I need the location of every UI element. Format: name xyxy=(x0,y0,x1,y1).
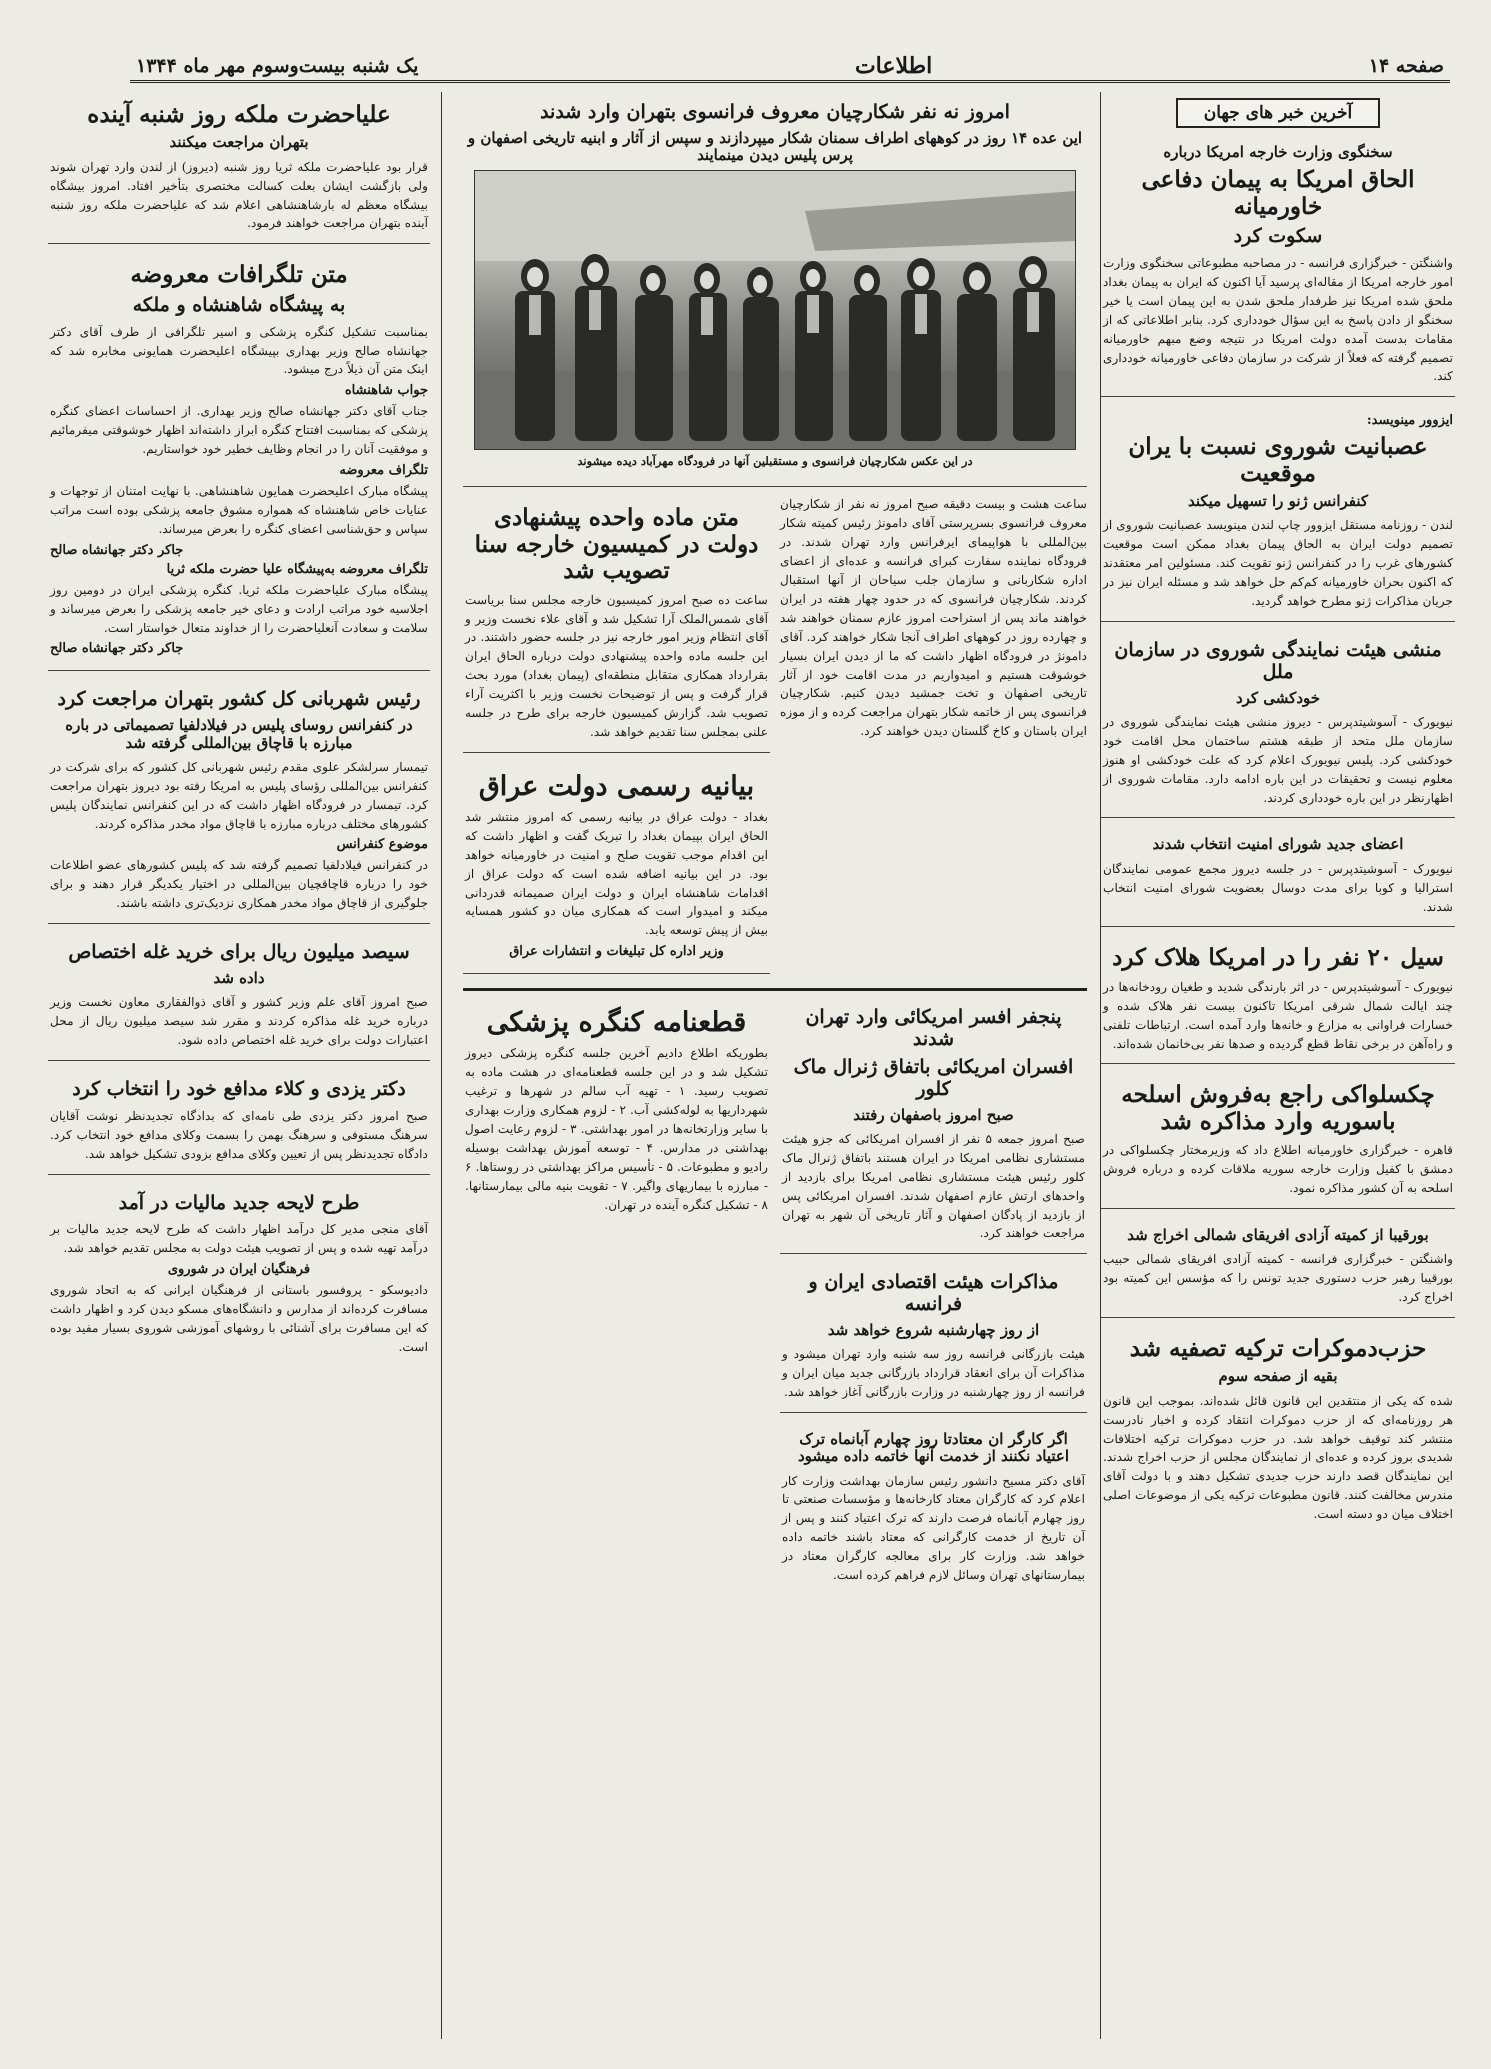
article-headline: دکتر یزدی و کلاء مدافع خود را انتخاب کرد xyxy=(72,1077,406,1100)
article-subhead: این عده ۱۴ روز در کوههای اطراف سمنان شکار میپردازند و سپس از آثار و ابنیه تاریخی اصفهان و پرس پلیس دیدن مینمایند xyxy=(467,128,1083,165)
article-subhead-2: صبح امروز باصفهان رفتند xyxy=(853,1105,1014,1124)
article-flood xyxy=(1101,935,1455,1064)
article-security-council xyxy=(1101,826,1455,927)
section-subhead: جواب شاهنشاه xyxy=(344,383,428,399)
header-date: یک شنبه بیست‌وسوم مهر ماه ۱۳۴۴ xyxy=(136,55,419,77)
right-column xyxy=(1101,92,1455,2039)
article-headline: اعضای جدید شورای امنیت انتخاب شدند xyxy=(1152,835,1404,854)
article-headline: حزب‌دموکرات ترکیه تصفیه شد xyxy=(1129,1335,1427,1363)
section-subhead: موضوع کنفرانس xyxy=(336,837,428,853)
article-headline: قطعنامه کنگره پزشکی xyxy=(486,1007,747,1039)
middle-column xyxy=(463,92,1087,2039)
article-body: هیئت بازرگانی فرانسه روز سه شنبه وارد تهران میشود و مذاکرات آن برای انعقاد قرارداد بازرگانی جدید میان ایران و فرانسه از روز چهارشنبه در وزارت بازرگانی آغاز خواهد شد. xyxy=(782,1347,1085,1400)
article-headline: پنجفر افسر امریکائی وارد تهران شدند xyxy=(805,1006,1062,1051)
article-subhead: داده شد xyxy=(213,969,265,987)
article-body: بغداد - دولت عراق در بیانیه رسمی که امروز منتشر شد الحاق ایران بپیمان بغداد را تبریک گفت و اظهار داشت که این اقدام موجب تقویت صلح و امنیت در خاورمیانه خواهد بود. در این بیانیه اضافه شده است که دولت عراق از اقدامات شاهنشاه ایران و دولت ایران صمیمانه قدردانی میکند و امیدوار است که همکاری میان دو کشور همسایه بیش از پیش توسعه یابد. xyxy=(465,809,768,938)
article-headline: علیاحضرت ملکه روز شنبه آینده xyxy=(87,101,391,128)
article-body: آقای دکتر مسیح دانشور رئیس سازمان بهداشت وزارت کار اعلام کرد که کارگران معتاد کارخانه‌ها و مؤسسات صنعتی تا روز چهارم آبانماه فرصت دارند که ترک اعتیاد کنند و پس از آن تاریخ از خدمت کارگرانی که معتاد باشند خاتمه داده خواهد شد. وزارت کار برای معالجه کارگران معتاد در بیمارستانهای تهران وسائل لازم فراهم کرده است. xyxy=(782,1473,1085,1583)
section-body: پیشگاه مبارک اعلیحضرت همایون شاهنشاهی. با نهایت امتنان از توجهات و عنایات خاص شاهنشاه که همواره مشوق جامعه پزشکی بوده است مراتب سپاس و حق‌شناسی اعضای کنگره را بعرض میرساند. xyxy=(50,484,428,536)
article-medical-congress xyxy=(463,997,770,1224)
article-headline: متن تلگرافات معروضه xyxy=(130,261,348,289)
section-subhead: فرهنگیان ایران در شوروی xyxy=(167,1262,311,1278)
article-body: نیویورک - آسوشیتدپرس - در اثر بارندگی شدید و طغیان رودخانه‌ها در چند ایالت شمال شرقی امریکا تاکنون بیست نفر هلاک شده و خسارات فراوانی به مزارع و خانه‌ها وارد آمده است. ارتباطات تلفنی و راه‌آهن در برخی نقاط قطع گردیده و صدها نفر بی‌خانمان شده‌اند. xyxy=(1103,979,1453,1051)
article-headline: چکسلواکی راجع به‌فروش اسلحه باسوریه وارد مذاکره شد xyxy=(1121,1081,1435,1135)
left-column xyxy=(48,92,430,2039)
article-french-hunters xyxy=(463,92,1087,487)
section-rule xyxy=(463,988,1087,991)
photo-illustration xyxy=(475,171,1075,449)
article-subhead: از روز چهارشنبه شروع خواهد شد xyxy=(827,1321,1040,1340)
page-number: صفحه ۱۴ xyxy=(1368,55,1444,77)
article-headline: عصبانیت شوروی نسبت با یران موقعیت xyxy=(1128,433,1428,487)
article-headline: بورقیبا از کمیته آزادی افریقای شمالی اخراج شد xyxy=(1127,1226,1429,1245)
signature: جاکر دکتر جهانشاه صالح xyxy=(50,542,184,558)
article-headline: رئیس شهربانی کل کشور بتهران مراجعت کرد xyxy=(57,688,421,711)
section-subhead: تلگراف معروضه xyxy=(339,463,428,479)
article-body: نیویورک - آسوشیتدپرس - دیروز منشی هیئت نمایندگی شوروی در سازمان ملل متحد از طبقه هشتم ساختمان محل اقامت خود خودکشی کرد. پلیس نیویورک اعلام کرد که علت خودکشی او هنوز معلوم نیست و تحقیقات در این باره ادامه دارد. مقامات شوروی از اظهارنظر در این باره خودداری کردند. xyxy=(1103,714,1453,805)
section-body: جناب آقای دکتر جهانشاه صالح وزیر بهداری. از احساسات اعضای کنگره پزشکی که بمناسبت افتتاح کنگره ابراز داشته‌اند اظهار خوشوقتی میفرمائیم و موفقیت آنان را در انجام وظایف خطیر خود خواستاریم. xyxy=(50,404,428,457)
article-grain-budget xyxy=(48,932,430,1061)
article-headline: طرح لایحه جدید مالیات در آمد xyxy=(118,1191,360,1214)
article-headline: امروز نه نفر شکارچیان معروف فرانسوی بتهران وارد شدند xyxy=(540,101,1010,123)
article-body: قرار بود علیاحضرت ملکه ثریا روز شنبه (دیروز) از لندن وارد تهران شوند ولی بازگشت ایشان بعلت کسالت مختصری بتأخیر افتاد. امروز بیشگاه بیشگاه معظم له بارشاهنشاهی اعلام شد که علیاحضرت ملکه روز شنبه آینده بتهران مراجعت خواهند فرمود. xyxy=(50,159,428,231)
article-turkey-democrats xyxy=(1101,1326,1455,1534)
article-headline: متن ماده واحده پیشنهادی دولت در کمیسیون خارجه سنا تصویب شد xyxy=(474,504,759,585)
article-body: صبح امروز آقای علم وزیر کشور و آقای ذوالفقاری معاون نخست وزیر درباره خرید غله مذاکره کردند و مقرر شد سیصد میلیون ریال از محل اعتبارات دولت برای خرید غله اختصاص داده شود. xyxy=(50,995,428,1048)
article-body: قاهره - خبرگزاری خاورمیانه اطلاع داد که وزیرمختار چکسلواکی در دمشق با کفیل وزارت خارجه سوریه ملاقات کرده و درباره فروش اسلحه به آن کشور مذاکره نمود. xyxy=(1103,1143,1453,1196)
middle-lower-split xyxy=(463,997,1087,1603)
article-subhead: افسران امریکائی باتفاق ژنرال ماک کلور xyxy=(793,1055,1074,1100)
article-dr-yazdi xyxy=(48,1069,430,1175)
article-senate-commission xyxy=(463,495,770,753)
article-headline: منشی هیئت نمایندگی شوروی در سازمان ملل xyxy=(1114,638,1442,683)
article-czech-arms xyxy=(1101,1072,1455,1209)
masthead: اطلاعات xyxy=(854,53,933,79)
section-box-title: آخرین خبر های جهان xyxy=(1176,98,1380,128)
article-headline: الحاق امریکا به پیمان دفاعی خاورمیانه xyxy=(1141,166,1415,220)
article-subhead: در کنفرانس روسای پلیس در فیلادلفیا تصمیماتی در باره مبارزه با قاچاق بین‌المللی گرفته شد xyxy=(65,716,413,752)
article-american-officers xyxy=(780,997,1087,1254)
article-subhead: بتهران مراجعت میکنند xyxy=(169,133,309,152)
section-subhead: تلگراف معروضه به‌پیشگاه علیا حضرت ملکه ثریا xyxy=(166,561,428,577)
article-telegrams xyxy=(48,252,430,671)
article-body: واشنگتن - خبرگزاری فرانسه - در مصاحبه مطبوعاتی سخنگوی وزارت امور خارجه امریکا از مقاله‌ای پرسید آیا اکنون که ایران به پیمان بغداد ملحق شده امریکا نیز طرفدار ملحق شدن به این پیمان است یا خیر سخنگو از دادن پاسخ به این سؤال خودداری کرد. بنابر اطلاعاتی که از مقامات بدست آمده دولت امریکا در نتیجه وضع مبهم خاورمیانه تصمیم گرفته که فعلاً از شرکت در سازمان دفاعی خاورمیانه خودداری کند. xyxy=(1103,255,1453,384)
middle-subcol-left xyxy=(463,495,770,982)
article-subhead: به پیشگاه شاهنشاه و ملکه xyxy=(132,293,346,316)
column-rule xyxy=(441,92,442,2039)
section-body: دادیوسکو - پروفسور باستانی از فرهنگیان ایرانی که به اتحاد شوروی مسافرت کرده‌اند از مدارس و دانشگاه‌های مسکو دیدن کرد و اظهار داشت که این مسافرت برای آشنائی با روشهای آموزشی شوروی بسیار مفید بوده است. xyxy=(50,1283,428,1354)
article-headline: بیانیه رسمی دولت عراق xyxy=(478,770,755,802)
article-soviet-anger xyxy=(1101,405,1455,622)
article-headline: سیصد میلیون ریال برای خرید غله اختصاص xyxy=(68,941,410,964)
section-body: پیشگاه مبارک علیاحضرت ملکه ثریا. کنگره پزشکی ایران در دومین روز اجلاسیه خود مراتب ارادت و دعای خیر جامعه پزشکی را بعرض میرساند و سلامت و سعادت آنعلیاحضرت را از خداوند متعال خواستار است. xyxy=(50,582,428,635)
middle-upper-split xyxy=(463,495,1087,982)
photo-caption: در این عکس شکارچیان فرانسوی و مستقبلین آنها در فرودگاه مهرآباد دیده میشوند xyxy=(577,454,973,469)
article-iraq-statement xyxy=(463,761,770,974)
article-body: آقای منجی مدیر کل درآمد اظهار داشت که طرح لایحه جدید مالیات بر درآمد تهیه شده و پس از تصویب هیئت دولت به مجلس تقدیم خواهد شد. xyxy=(50,1222,428,1256)
article-subhead: سکوت کرد xyxy=(1233,225,1323,248)
article-body: صبح امروز جمعه ۵ نفر از افسران امریکائی که جزو هیئت مستشاری نظامی امریکا در ایران هستند باتفاق ژنرال ماک کلور رئیس هیئت مستشاری نظامی امریکا برای بازدید از واحدهای ارتش عازم اصفهان شدند. افسران امریکائی پس از بازدید از پادگان اصفهان و آثار تاریخی آن شهر به تهران مراجعت خواهند کرد. xyxy=(782,1131,1086,1241)
section-body: در کنفرانس فیلادلفیا تصمیم گرفته شد که پلیس کشورهای عضو اطلاعات خود را درباره قاچاقچیان بین‌المللی در اختیار یکدیگر قرار دهند و برای جلوگیری از قاچاق مواد مخدر همکاری نزدیک‌تری داشته باشند. xyxy=(50,858,428,911)
article-iran-france-econ xyxy=(780,1262,1087,1413)
middle-lower-right xyxy=(780,997,1087,1603)
article-baghdad-pact xyxy=(1101,134,1455,397)
article-body: تیمسار سرلشکر علوی مقدم رئیس شهربانی کل کشور که برای شرکت در کنفرانس بین‌المللی رؤسای پلیس به امریکا رفته بود دیروز بتهران مراجعت کرد. تیمسار در فرودگاه اظهار داشت که در این کنفرانس نمایندگان پلیس کشورهای مختلف درباره مبارزه با قاچاق مواد مخدر مذاکره کردند. xyxy=(50,759,428,831)
article-body: ساعت ده صبح امروز کمیسیون خارجه مجلس سنا بریاست آقای شمس‌الملک آرا تشکیل شد و آقای علاء نخست وزیر و آقای انتظام وزیر امور خارجه نیز در جلسه حضور داشتند. در این جلسه ماده واحده پیشنهادی دولت درباره الحاق ایران بقرارداد همکاری متقابل منطقه‌ای (پیمان بغداد) مورد بحث قرار گرفت و پس از توضیحات نخست وزیر با اکثریت آراء تصویب شد. گزارش کمیسیون خارجه برای طرح در جلسه علنی بمجلس سنا تقدیم خواهد شد. xyxy=(465,592,768,739)
middle-subcol-right xyxy=(780,495,1087,982)
article-police-chief xyxy=(48,679,430,924)
page-header xyxy=(130,52,1450,83)
article-body: واشنگتن - خبرگزاری فرانسه - کمیته آزادی افریقای شمالی حبیب بورقیبا رهبر حزب دستوری جدید تونس را که مؤسس این کمیته بود اخراج کرد. xyxy=(1103,1252,1453,1305)
article-body: شده که یکی از منتقدین این قانون قائل شده‌اند. بموجب این قانون هر روزنامه‌ای که از حزب دموکرات انتقاد کرده و اخبار نادرست منتشر کند توقیف خواهد شد. در حزب دموکرات ترکیه اختلافات شدیدی بروز کرده و عده‌ای از نمایندگان مجلس از حزب اخراج شدند. این نمایندگان قصد دارند حزب جدیدی تشکیل دهند و با دولت آقای مندرس مخالفت کنند. قانون مطبوعات ترکیه یکی از موضوعات اصلی اختلاف میان دو دسته است. xyxy=(1103,1393,1453,1522)
article-income-tax xyxy=(48,1183,430,1367)
article-body: بطوریکه اطلاع دادیم آخرین جلسه کنگره پزشکی دیروز تشکیل شد و در این جلسه قطعنامه‌ای در هشت ماده به تصویب رسید. ۱ - تهیه آب سالم در شهرها و ترغیب شهرداریها به لوله‌کشی آب. ۲ - لزوم همکاری وزارت بهداری با سایر وزارتخانه‌ها در امور بهداشتی. ۳ - لزوم رعایت اصول بهداشتی در مدارس. ۴ - توسعه آموزش بهداشت بوسیله رادیو و مطبوعات. ۵ - تأسیس مراکز بهداشتی در روستاها. ۶ - مبارزه با بیماریهای واگیر. ۷ - تقویت بنیه مالی بیمارستانها. ۸ - تشکیل کنگره آینده در تهران. xyxy=(465,1046,768,1212)
article-subhead: کنفرانس ژنو را تسهیل میکند xyxy=(1187,492,1369,511)
signature: جاکر دکتر جهانشاه صالح xyxy=(50,641,184,657)
article-body: نیویورک - آسوشیتدپرس - در جلسه دیروز مجمع عمومی نمایندگان استرالیا و کوبا برای مدت دوسال بعضویت شورای امنیت انتخاب شدند. xyxy=(1103,861,1453,914)
article-headline: اگر کارگر ان معتادتا روز چهارم آبانماه ترک اعتیاد نکنند از خدمت آنها خاتمه داده میشود xyxy=(798,1430,1069,1466)
article-body: لندن - روزنامه مستقل ایزوور چاپ لندن مینویسد عصبانیت شوروی از تصمیم دولت ایران به الحاق پیمان بغداد ممکن است موقعیت کشورهای غرب را در کنفرانس ژنو تقویت کند. مسئولین امر معتقدند که اکنون بحران خاورمیانه کم‌کم حل خواهد شد و مسئله ایران نیز در جریان مذاکرات ژنو مطرح خواهد گردید. xyxy=(1103,518,1453,609)
article-soviet-secretary xyxy=(1101,630,1455,818)
hunters-body: ساعت هشت و بیست دقیقه صبح امروز نه نفر از شکارچیان معروف فرانسوی بسرپرستی آقای دامونژ رئیس کمیته شکار بین‌المللی با هواپیمای ایرفرانس وارد تهران شدند. در فرودگاه نماینده سفارت کبرای فرانسه و عده‌ای از اعضای اداره شکاربانی و سازمان جلب سیاحان از آنها استقبال کردند. شکارچیان فرانسوی که در حدود چهار هفته در ایران خواهند ماند پس از استراحت امروز عازم سمنان خواهند شد و چهارده روز در کوههای اطراف آنجا شکار خواهند کرد. آقای دامونژ در فرودگاه اظهار داشت که ما از دیدن ایران بسیار خوشوقت هستیم و امیدواریم در مدت اقامت خود از آثار تاریخی اصفهان و تخت جمشید دیدن کنیم. شکارچیان فرانسوی پس از خاتمه شکار بتهران مراجعت کرده و از موزه ایران باستان و کاخ گلستان دیدن خواهند کرد. xyxy=(780,497,1087,739)
article-headline: مذاکرات هیئت اقتصادی ایران و فرانسه xyxy=(808,1271,1059,1316)
article-headline: سیل ۲۰ نفر را در امریکا هلاک کرد xyxy=(1112,944,1444,972)
article-kicker: سخنگوی وزارت خارجه امریکا درباره xyxy=(1163,143,1393,161)
article-body: بمناسبت تشکیل کنگره پزشکی و اسیر تلگرافی از طرف آقای دکتر جهانشاه صالح وزیر بهداری بپیشگاه اعلیحضرت همایونی مخابره شد که اینک متن آن ذیلاً درج میشود. xyxy=(50,324,428,377)
article-bourguiba xyxy=(1101,1217,1455,1318)
middle-lower-left xyxy=(463,997,770,1603)
article-body: صبح امروز دکتر یزدی طی نامه‌ای که بدادگاه تجدیدنظر نوشت آقایان سرهنگ مستوفی و سرهنگ بهمن را بسمت وکلای مدافع خود انتخاب کرد. دادگاه تجدیدنظر پس از تعیین وکلای مدافع بزودی تشکیل خواهد شد. xyxy=(50,1108,428,1161)
article-kicker: ایزوور مینویسد: xyxy=(1366,413,1453,429)
hunters-photo xyxy=(474,170,1076,450)
article-addicted-workers xyxy=(780,1421,1087,1595)
article-queen-return xyxy=(48,92,430,244)
article-subhead: خودکشی کرد xyxy=(1235,688,1321,707)
article-subhead: بقیه از صفحه سوم xyxy=(1218,1367,1338,1386)
article-signature: وزیر اداره کل تبلیغات و انتشارات عراق xyxy=(509,944,724,960)
